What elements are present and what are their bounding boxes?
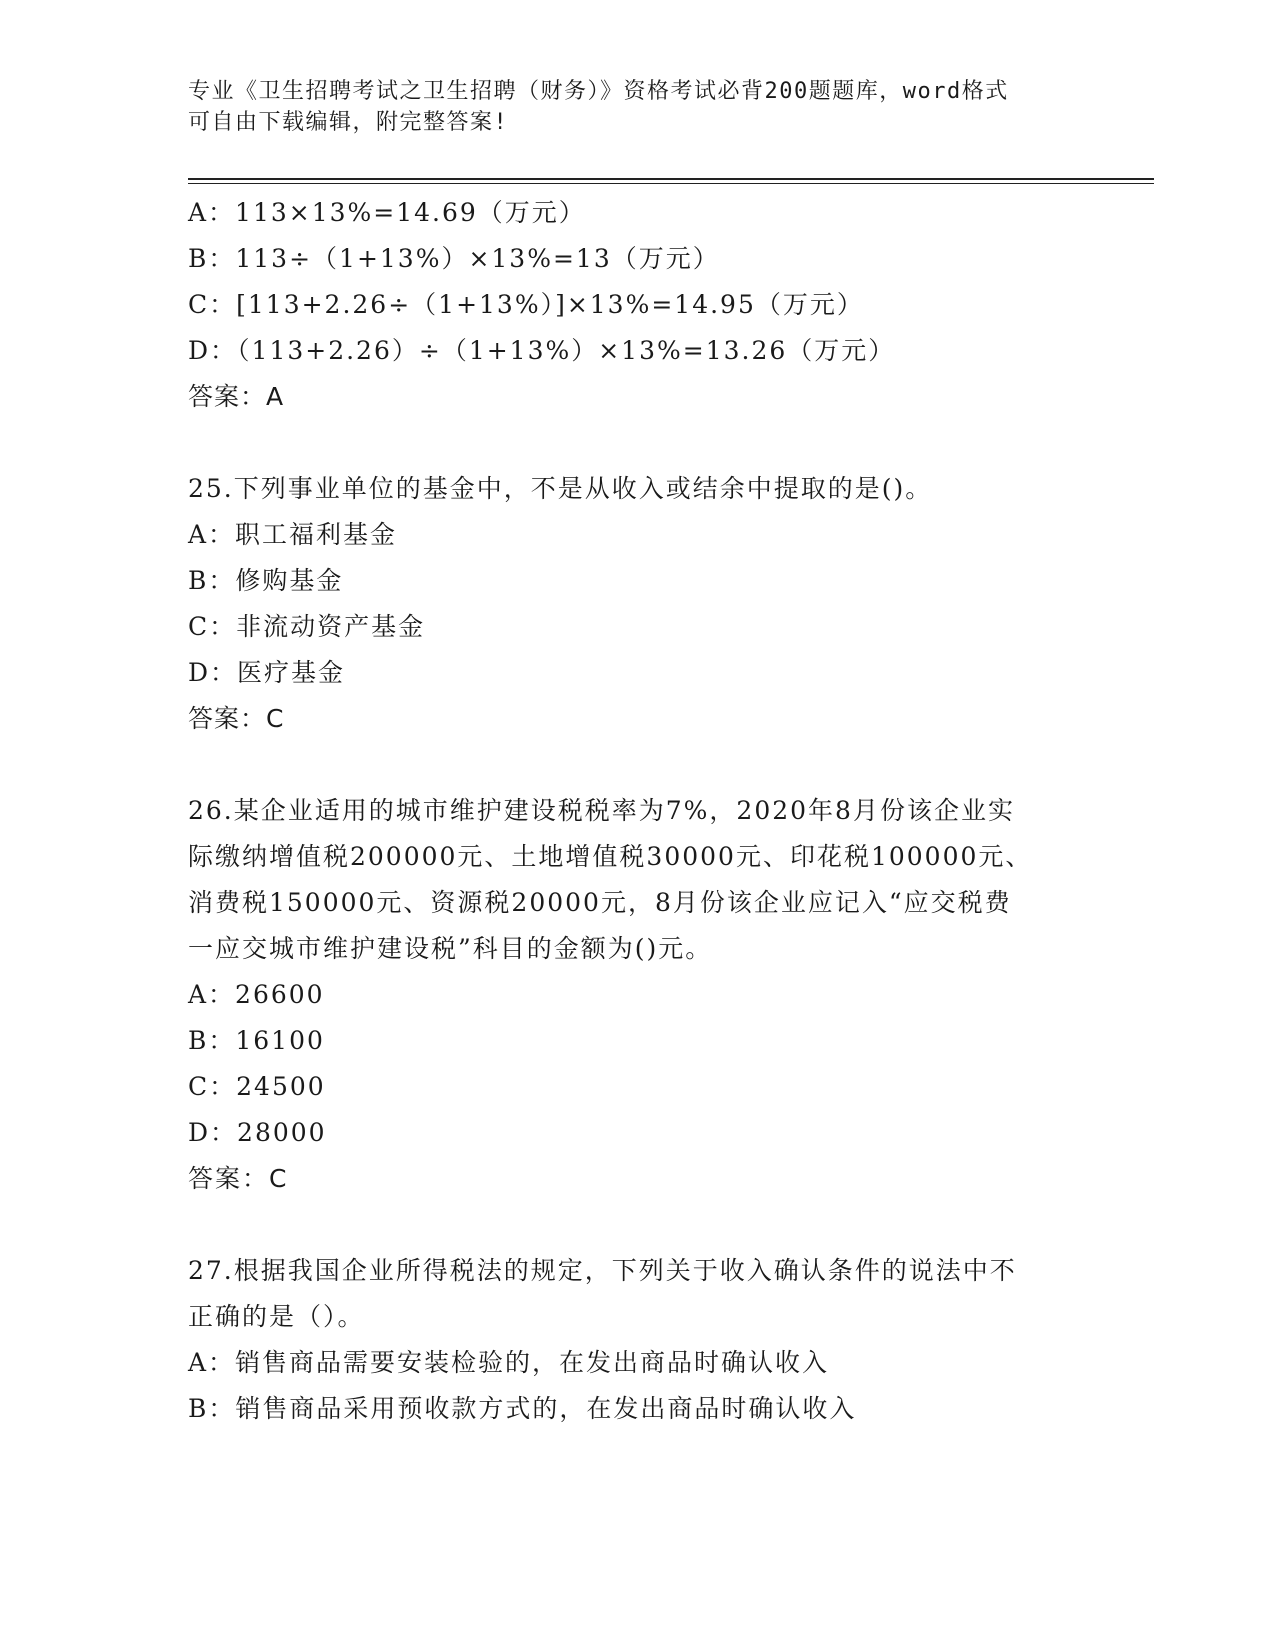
header-line-1: 专业《卫生招聘考试之卫生招聘（财务）》资格考试必背200题题库，word格式 [188, 79, 1009, 104]
option-d: D：医疗基金 [188, 658, 346, 687]
option-b: B：113÷（1+13%）×13%=13（万元） [188, 244, 720, 273]
option-d: D：28000 [188, 1118, 327, 1147]
answer: 答案：C [188, 1164, 289, 1193]
question-stem-line-2: 际缴纳增值税200000元、土地增值税30000元、印花税100000元、 [188, 842, 1033, 871]
option-d: D：（113+2.26）÷（1+13%）×13%=13.26（万元） [188, 336, 896, 365]
answer: 答案：C [188, 704, 285, 733]
answer: 答案：A [188, 382, 285, 411]
header-line-2: 可自由下载编辑，附完整答案! [188, 110, 509, 135]
header-divider-thick [188, 178, 1154, 180]
option-a: A：26600 [188, 980, 325, 1009]
option-a: A：职工福利基金 [188, 520, 398, 549]
question-stem-line-1: 26.某企业适用的城市维护建设税税率为7%，2020年8月份该企业实 [188, 796, 1015, 825]
option-c: C：24500 [188, 1072, 326, 1101]
document-header [188, 76, 1068, 138]
question-stem: 25.下列事业单位的基金中，不是从收入或结余中提取的是()。 [188, 474, 933, 503]
option-b: B：16100 [188, 1026, 325, 1055]
option-b: B：修购基金 [188, 566, 344, 595]
option-c: C：非流动资产基金 [188, 612, 426, 641]
option-c: C：[113+2.26÷（1+13%）]×13%=14.95（万元） [188, 290, 864, 319]
option-a: A：113×13%=14.69（万元） [188, 198, 586, 227]
question-list [188, 190, 1088, 1432]
question-24-continued [188, 190, 1088, 420]
question-26 [188, 788, 1088, 1202]
question-stem-line-3: 消费税150000元、资源税20000元，8月份该企业应记入“应交税费 [188, 888, 1012, 917]
header-divider-thin [188, 183, 1154, 184]
option-b: B：销售商品采用预收款方式的，在发出商品时确认收入 [188, 1394, 857, 1423]
question-stem-line-2: 正确的是（）。 [188, 1302, 365, 1331]
question-25 [188, 466, 1088, 742]
question-stem-line-1: 27.根据我国企业所得税法的规定，下列关于收入确认条件的说法中不 [188, 1256, 1017, 1285]
option-a: A：销售商品需要安装检验的，在发出商品时确认收入 [188, 1348, 830, 1377]
question-27 [188, 1248, 1088, 1432]
question-stem-line-4: 一应交城市维护建设税”科目的金额为()元。 [188, 934, 713, 963]
